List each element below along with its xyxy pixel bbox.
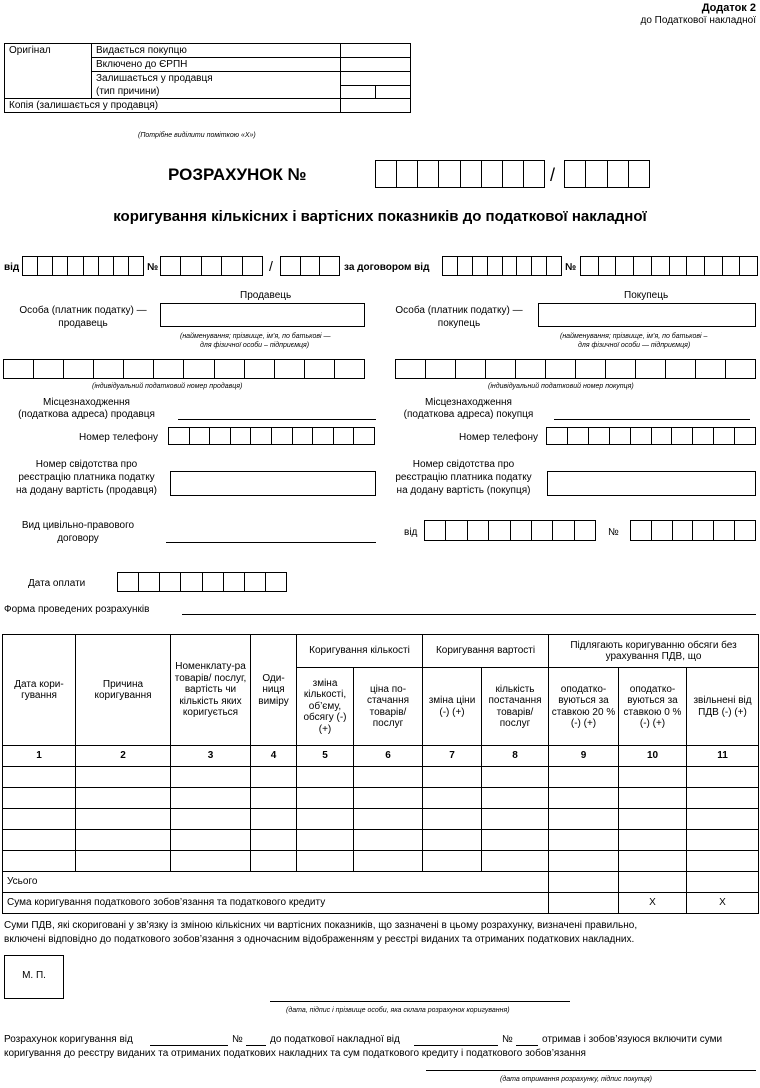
qty-correction-header: Коригування кількості bbox=[297, 635, 423, 668]
status-reason-type: (тип причини) bbox=[92, 85, 341, 99]
value-correction-header: Коригування вартості bbox=[423, 635, 549, 668]
ref-slash: / bbox=[269, 258, 273, 274]
seller-cert-label-1: Номер свідотства про bbox=[35, 459, 138, 470]
col-number: 5 bbox=[297, 746, 354, 767]
status-included-erpn: Включено до ЄРПН bbox=[92, 58, 341, 72]
receipt-received-label: отримав і зобов’язуюся включити суми bbox=[542, 1034, 723, 1045]
buyer-cert-label-1: Номер свідотства про bbox=[412, 459, 515, 470]
receipt-from-label: Розрахунок коригування від bbox=[4, 1034, 133, 1045]
buyer-cert-label-2: реєстрацію платника податку bbox=[395, 472, 532, 483]
checkbox-included-erpn[interactable] bbox=[341, 58, 411, 72]
contract-number-cells[interactable] bbox=[580, 256, 758, 276]
calc-number-cells[interactable] bbox=[375, 160, 545, 188]
volume-correction-header: Підлягають коригуванню обсяги без урахування ПДВ, що bbox=[549, 635, 759, 668]
contract-number-cells-2[interactable] bbox=[630, 520, 756, 541]
col-nomenclature-header: Номенклату-ра товарів/ послуг, вартість чи кількість яких коригується bbox=[171, 635, 251, 746]
col-number: 3 bbox=[171, 746, 251, 767]
contract-date-cells[interactable] bbox=[442, 256, 562, 276]
original-label: Оригінал bbox=[5, 44, 92, 99]
receipt-date-line[interactable] bbox=[150, 1045, 228, 1046]
receipt-number-label: № bbox=[232, 1034, 243, 1045]
buyer-address-line[interactable] bbox=[554, 419, 750, 420]
receipt-invoice-number-line[interactable] bbox=[516, 1045, 538, 1046]
seller-ipn-cells[interactable] bbox=[3, 359, 365, 379]
contract-type-label-1: Вид цивільно-правового bbox=[21, 520, 135, 531]
seller-name-note-2: для фізичної особи – підприємця) bbox=[200, 342, 310, 349]
calc-branch-cells[interactable] bbox=[564, 160, 650, 188]
col-number: 1 bbox=[3, 746, 76, 767]
status-given-to-buyer: Видається покупцю bbox=[92, 44, 341, 58]
buyer-cert-label-3: на додану вартість (покупця) bbox=[396, 485, 531, 496]
col-qty-price-header: ціна по-стачання товарів/ послуг bbox=[354, 668, 423, 746]
contract-number-label: № bbox=[565, 262, 577, 273]
buyer-name-field[interactable] bbox=[538, 303, 756, 327]
tax-sum-label: Сума коригування податкового зобов’язання та податкового кредиту bbox=[3, 893, 549, 914]
buyer-cert-field[interactable] bbox=[547, 471, 756, 496]
checkbox-copy[interactable] bbox=[341, 99, 411, 113]
buyer-person-label-1: Особа (платник податку) — bbox=[395, 305, 523, 316]
seller-address-label-2: (податкова адреса) продавця bbox=[18, 409, 155, 420]
table-row[interactable] bbox=[3, 767, 759, 788]
col-number: 9 bbox=[549, 746, 619, 767]
statement-line-2: включені відповідно до податкового зобов’язання з одночасним відображенням у реєстрі виданих та отриманих податкових накладних. bbox=[4, 934, 635, 945]
statement-line-1: Суми ПДВ, які скориговані у зв’язку із зміною кількісних чи вартісних показників, що зазначені в цьому розрахунку, визначені правильно, bbox=[4, 920, 638, 931]
col-unit-header: Оди-ниця виміру bbox=[251, 635, 297, 746]
table-row[interactable] bbox=[3, 809, 759, 830]
status-seller-cell bbox=[341, 72, 411, 86]
corrections-table bbox=[2, 634, 759, 914]
seller-person-label-1: Особа (платник податку) — bbox=[19, 305, 147, 316]
main-title: коригування кількісних і вартісних показників до податкової накладної bbox=[113, 208, 647, 225]
payment-form-label: Форма проведених розрахунків bbox=[4, 604, 150, 615]
buyer-name-note-1: (найменування; прізвище, ім’я, по батькові – bbox=[560, 333, 708, 340]
ref-date-cells[interactable] bbox=[22, 256, 144, 276]
col-number: 8 bbox=[482, 746, 549, 767]
buyer-heading: Покупець bbox=[624, 290, 669, 301]
calc-separator: / bbox=[550, 165, 556, 185]
col-number: 11 bbox=[687, 746, 759, 767]
buyer-name-note-2: для фізичної особи — підприємця) bbox=[578, 342, 691, 349]
seller-ipn-note: (індивідуальний податковий номер продавця) bbox=[92, 383, 243, 390]
contract-type-label-2: договору bbox=[57, 533, 99, 544]
payment-form-line[interactable] bbox=[182, 614, 756, 615]
buyer-ipn-cells[interactable] bbox=[395, 359, 756, 379]
seller-phone-label: Номер телефону bbox=[79, 432, 158, 443]
receipt-line-2: коригування до реєстру виданих та отриманих податкових накладних та сум податкового кредиту і податкового зобов’язання bbox=[4, 1048, 586, 1059]
table-row[interactable] bbox=[3, 788, 759, 809]
copy-label: Копія (залишається у продавця) bbox=[5, 99, 341, 113]
seller-phone-cells[interactable] bbox=[168, 427, 375, 445]
signature-line[interactable] bbox=[270, 1001, 570, 1002]
total-0-cell[interactable] bbox=[619, 872, 687, 893]
contract-type-line[interactable] bbox=[166, 542, 376, 543]
contract-date-cells-2[interactable] bbox=[424, 520, 596, 541]
col-number: 10 bbox=[619, 746, 687, 767]
status-stays-with-seller: Залишається у продавця bbox=[92, 72, 341, 86]
ref-number-label: № bbox=[147, 262, 159, 273]
receive-note: (дата отримання розрахунку, підпис покупця) bbox=[500, 1076, 652, 1083]
ref-branch-cells[interactable] bbox=[280, 256, 340, 276]
seller-heading: Продавець bbox=[240, 290, 292, 301]
ref-number-cells[interactable] bbox=[160, 256, 263, 276]
col-number: 2 bbox=[76, 746, 171, 767]
seller-cert-field[interactable] bbox=[170, 471, 376, 496]
seller-name-field[interactable] bbox=[160, 303, 365, 327]
status-table bbox=[4, 43, 411, 113]
buyer-address-label-1: Місцезнаходження bbox=[425, 397, 512, 408]
total-row-label: Усього bbox=[3, 872, 549, 893]
contract-number-label-2: № bbox=[608, 527, 619, 538]
buyer-address-label-2: (податкова адреса) покупця bbox=[403, 409, 534, 420]
col-taxed-0-header: оподатко-вуються за ставкою 0 % (-) (+) bbox=[619, 668, 687, 746]
buyer-ipn-note: (індивідуальний податковий номер покупця) bbox=[488, 383, 634, 390]
col-exempt-header: звільнені від ПДВ (-) (+) bbox=[687, 668, 759, 746]
contract-from-label: за договором від bbox=[344, 262, 430, 273]
buyer-person-label-2: покупець bbox=[437, 318, 481, 329]
appendix-subtitle: до Податкової накладної bbox=[640, 15, 756, 26]
buyer-phone-label: Номер телефону bbox=[459, 432, 538, 443]
reason-type-cell-1[interactable] bbox=[341, 85, 376, 99]
col-qty-change-header: зміна кількості, об’єму, обсягу (-) (+) bbox=[297, 668, 354, 746]
seller-person-label-2: продавець bbox=[58, 318, 108, 329]
col-price-change-header: зміна ціни (-) (+) bbox=[423, 668, 482, 746]
payment-date-cells[interactable] bbox=[117, 572, 287, 592]
calc-title: РОЗРАХУНОК № bbox=[168, 165, 307, 184]
table-row[interactable] bbox=[3, 830, 759, 851]
receipt-number-label-2: № bbox=[502, 1034, 513, 1045]
tax-sum-0-x: X bbox=[619, 893, 687, 914]
tax-sum-20-cell[interactable] bbox=[549, 893, 619, 914]
col-taxed-20-header: оподатко-вуються за ставкою 20 % (-) (+) bbox=[549, 668, 619, 746]
contract-from-label-2: від bbox=[404, 527, 418, 538]
receipt-invoice-date-line[interactable] bbox=[414, 1045, 498, 1046]
col-number: 7 bbox=[423, 746, 482, 767]
receive-signature-line[interactable] bbox=[426, 1070, 756, 1071]
seller-cert-label-2: реєстрацію платника податку bbox=[18, 472, 155, 483]
buyer-phone-cells[interactable] bbox=[546, 427, 756, 445]
appendix-title: Додаток 2 bbox=[701, 2, 756, 14]
table-row[interactable] bbox=[3, 851, 759, 872]
col-date-header: Дата кори-гування bbox=[3, 635, 76, 746]
ref-from-label: від bbox=[4, 262, 20, 273]
col-reason-header: Причина коригування bbox=[76, 635, 171, 746]
checkbox-given-to-buyer[interactable] bbox=[341, 44, 411, 58]
signature-note: (дата, підпис і прізвище особи, яка склала розрахунок коригування) bbox=[286, 1007, 510, 1014]
seller-address-line[interactable] bbox=[178, 419, 376, 420]
seller-cert-label-3: на додану вартість (продавця) bbox=[15, 485, 158, 496]
tax-sum-exempt-x: X bbox=[687, 893, 759, 914]
col-number: 4 bbox=[251, 746, 297, 767]
total-20-cell[interactable] bbox=[549, 872, 619, 893]
payment-date-label: Дата оплати bbox=[28, 578, 86, 589]
receipt-invoice-label: до податкової накладної від bbox=[270, 1034, 400, 1045]
mark-note: (Потрібне виділити поміткою «Х») bbox=[138, 132, 256, 139]
reason-type-cell-2[interactable] bbox=[376, 85, 411, 99]
col-number: 6 bbox=[354, 746, 423, 767]
stamp-label: М. П. bbox=[22, 970, 46, 981]
col-val-qty-header: кількість постачання товарів/ послуг bbox=[482, 668, 549, 746]
receipt-number-line[interactable] bbox=[246, 1045, 266, 1046]
seller-name-note-1: (найменування; прізвище, ім’я, по батькові — bbox=[180, 333, 331, 340]
seller-address-label-1: Місцезнаходження bbox=[43, 397, 130, 408]
total-exempt-cell[interactable] bbox=[687, 872, 759, 893]
